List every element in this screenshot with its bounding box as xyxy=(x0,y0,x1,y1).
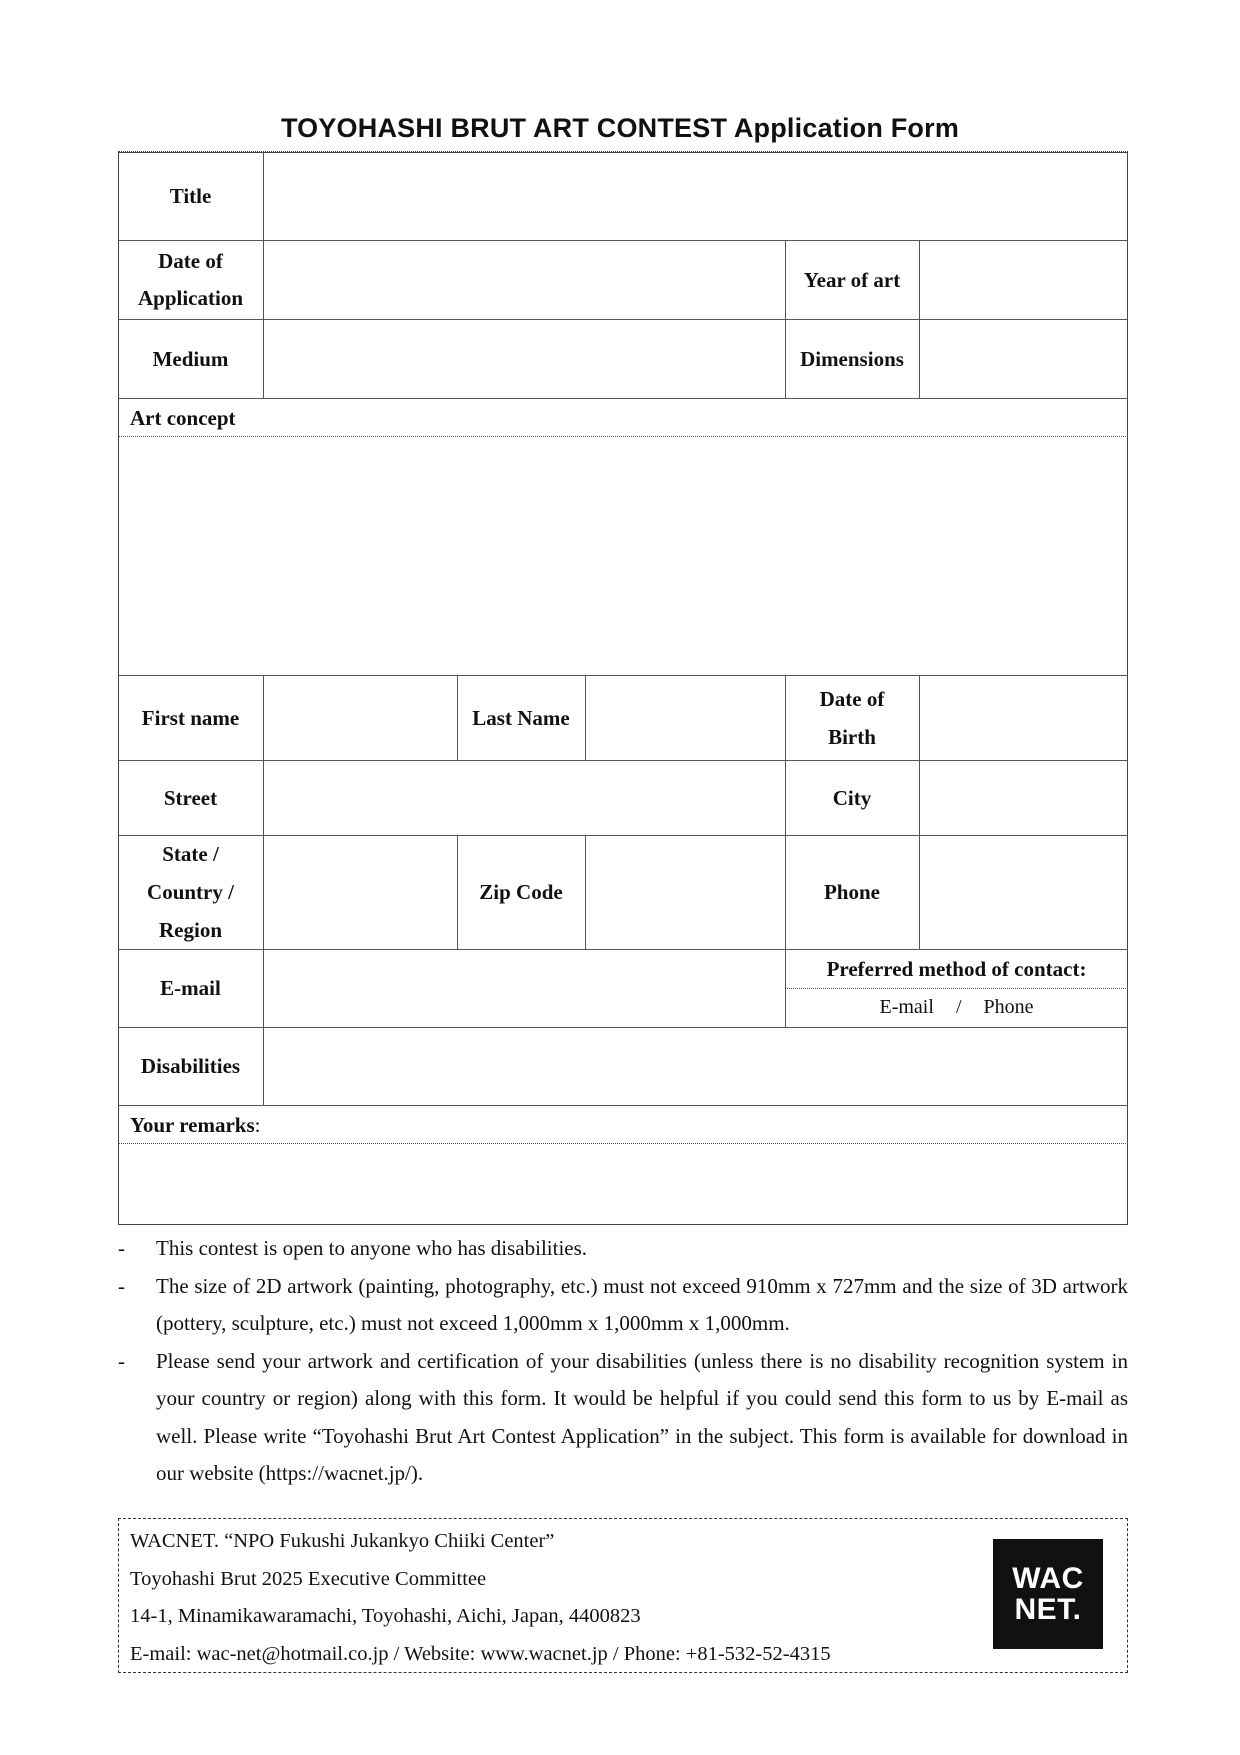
title-field[interactable] xyxy=(264,153,1127,239)
date-of-application-field[interactable] xyxy=(264,241,784,318)
medium-label: Medium xyxy=(152,346,229,371)
city-field[interactable] xyxy=(920,761,1127,834)
art-concept-label: Art concept xyxy=(130,406,236,430)
dimensions-label: Dimensions xyxy=(800,346,904,371)
last-name-field[interactable] xyxy=(586,676,784,759)
contact-option-separator: / xyxy=(955,996,962,1018)
contact-option-email[interactable]: E-mail xyxy=(879,996,934,1018)
phone-label: Phone xyxy=(823,880,880,904)
medium-field[interactable] xyxy=(264,320,784,397)
city-label: City xyxy=(832,785,872,810)
last-name-label: Last Name xyxy=(472,705,570,730)
divider xyxy=(118,1105,1128,1106)
zip-code-label: Zip Code xyxy=(479,880,563,904)
first-name-label: First name xyxy=(141,705,240,730)
note-text: Please send your artwork and certification of your disabilities (unless there is no disability recognition system in your country or region) along with this form. It would be helpful if you could send this form to us by E-mail as well. Please write “Toyohashi Brut Art Contest Application” in the subject. This form is available for download in our website (https://wacnet.jp/). xyxy=(156,1348,1128,1485)
list-item xyxy=(118,1268,1128,1343)
bullet: - xyxy=(118,1273,125,1298)
state-country-region-field[interactable] xyxy=(264,836,456,948)
divider xyxy=(118,398,1128,399)
bullet: - xyxy=(118,1236,125,1260)
logo-line: WAC xyxy=(1012,1562,1084,1595)
remarks-label xyxy=(130,1113,260,1137)
title-label: Title xyxy=(169,184,212,208)
first-name-field[interactable] xyxy=(264,676,456,759)
contact-option-phone[interactable]: Phone xyxy=(983,996,1034,1018)
remarks-label-text: Your remarks xyxy=(130,1113,255,1137)
notes-list xyxy=(118,1230,1128,1493)
date-of-application-label: Date of Application xyxy=(137,248,244,310)
email-field[interactable] xyxy=(264,950,784,1026)
bullet: - xyxy=(118,1348,125,1373)
list-item xyxy=(118,1230,1128,1268)
page-title: TOYOHASHI BRUT ART CONTEST Application Form xyxy=(280,113,960,143)
list-item xyxy=(118,1343,1128,1493)
preferred-contact-label: Preferred method of contact: xyxy=(826,956,1087,981)
street-label: Street xyxy=(163,785,218,810)
note-text: The size of 2D artwork (painting, photography, etc.) must not exceed 910mm x 727mm and the size of 3D artwork (pottery, sculpture, etc.) must not exceed 1,000mm x 1,000mm x 1,000mm. xyxy=(156,1273,1128,1335)
dimensions-field[interactable] xyxy=(920,320,1127,397)
zip-code-field[interactable] xyxy=(586,836,784,948)
year-of-art-field[interactable] xyxy=(920,241,1127,318)
year-of-art-label: Year of art xyxy=(803,267,901,292)
organizer-name: WACNET. “NPO Fukushi Jukankyo Chiiki Center” xyxy=(130,1530,555,1552)
disabilities-label: Disabilities xyxy=(140,1054,241,1078)
street-field[interactable] xyxy=(264,761,784,834)
date-of-birth-field[interactable] xyxy=(920,676,1127,759)
disabilities-field[interactable] xyxy=(264,1028,1127,1104)
phone-field[interactable] xyxy=(920,836,1127,948)
organizer-info xyxy=(130,1523,831,1673)
art-concept-field[interactable] xyxy=(119,437,1127,674)
preferred-contact-options xyxy=(785,988,1128,1027)
logo-line: NET. xyxy=(1014,1593,1082,1626)
state-country-region-label: State / Country / Region xyxy=(147,842,234,942)
organizer-address: 14-1, Minamikawaramachi, Toyohashi, Aichi, Japan, 4400823 xyxy=(130,1605,641,1627)
remarks-field[interactable] xyxy=(119,1144,1127,1224)
remarks-colon: : xyxy=(254,1113,261,1137)
wacnet-logo xyxy=(993,1539,1103,1649)
date-of-birth-label: Date of Birth xyxy=(819,686,885,749)
organizer-info-box xyxy=(118,1518,1128,1673)
organizer-contact: E-mail: wac-net@hotmail.co.jp / Website: www.wacnet.jp / Phone: +81-532-52-4315 xyxy=(130,1642,831,1665)
email-label: E-mail xyxy=(160,976,221,1000)
note-text: This contest is open to anyone who has disabilities. xyxy=(156,1236,588,1260)
committee-name: Toyohashi Brut 2025 Executive Committee xyxy=(130,1567,487,1590)
